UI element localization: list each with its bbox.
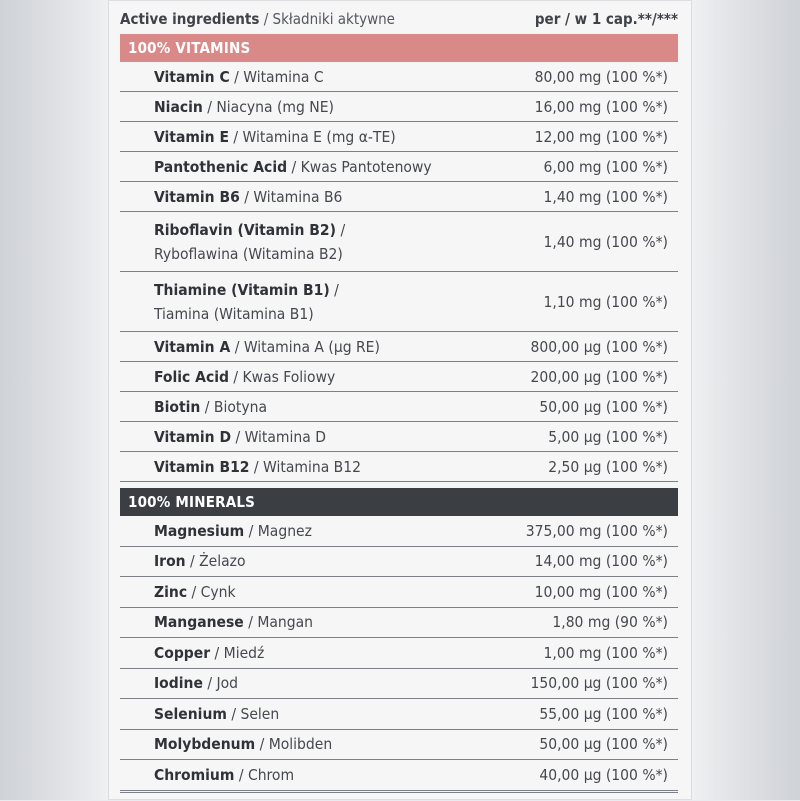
ingredient-name-pl: / Chrom bbox=[234, 765, 295, 784]
ingredient-name-en: Vitamin B6 bbox=[154, 187, 240, 206]
mineral-row bbox=[120, 699, 678, 730]
ingredient-amount: 1,40 mg (100 %*) bbox=[543, 232, 668, 251]
header-ingredients-en: Active ingredients bbox=[120, 10, 260, 28]
ingredient-name-en: Niacin bbox=[154, 97, 203, 116]
header-per-capsule: per / w 1 cap.**/*** bbox=[534, 10, 678, 28]
vitamin-row bbox=[120, 62, 678, 92]
ingredient-name bbox=[154, 671, 238, 695]
vitamin-row bbox=[120, 362, 678, 392]
header-ingredients-pl: / Składniki aktywne bbox=[259, 10, 395, 28]
ingredient-name bbox=[154, 519, 312, 543]
ingredient-name-pl: / Witamina B6 bbox=[239, 187, 343, 206]
ingredient-name-en: Vitamin E bbox=[154, 127, 229, 146]
mineral-row bbox=[120, 516, 678, 547]
ingredient-name bbox=[154, 125, 396, 149]
ingredient-name-en: Vitamin A bbox=[154, 337, 231, 356]
ingredient-amount: 5,00 μg (100 %*) bbox=[548, 427, 668, 446]
ingredient-amount: 10,00 mg (100 %*) bbox=[534, 582, 668, 601]
vitamin-row bbox=[120, 332, 678, 362]
ingredients-label-panel bbox=[108, 0, 692, 800]
ingredient-name-en: Iodine bbox=[154, 674, 203, 693]
ingredient-name-pl: / Witamina A (μg RE) bbox=[230, 337, 380, 356]
mineral-row bbox=[120, 669, 678, 700]
ingredient-name-en: Riboflavin (Vitamin B2) bbox=[154, 220, 337, 239]
mineral-row bbox=[120, 577, 678, 608]
ingredient-name-en: Pantothenic Acid bbox=[154, 157, 288, 176]
ingredient-name-pl: / Molibden bbox=[255, 735, 333, 754]
ingredient-name bbox=[154, 395, 267, 419]
ingredient-name bbox=[154, 278, 339, 326]
ingredient-name bbox=[154, 95, 334, 119]
ingredient-name bbox=[154, 65, 324, 89]
ingredient-name bbox=[154, 335, 380, 359]
vitamin-row bbox=[120, 272, 678, 332]
ingredient-name bbox=[154, 732, 332, 756]
ingredient-name bbox=[154, 610, 313, 634]
ingredient-name-en: Chromium bbox=[154, 765, 235, 784]
vitamin-row bbox=[120, 422, 678, 452]
ingredient-amount: 16,00 mg (100 %*) bbox=[534, 97, 668, 116]
ingredient-name-en: Iron bbox=[154, 552, 186, 571]
mineral-row bbox=[120, 638, 678, 669]
ingredient-amount: 800,00 μg (100 %*) bbox=[530, 337, 668, 356]
ingredient-amount: 40,00 μg (100 %*) bbox=[539, 765, 668, 784]
ingredient-name-pl: / Cynk bbox=[187, 582, 236, 601]
ingredient-name-pl-line2: Ryboflawina (Witamina B2) bbox=[154, 244, 343, 263]
ingredient-name-pl: / Witamina B12 bbox=[249, 457, 361, 476]
ingredient-name-en: Manganese bbox=[154, 613, 244, 632]
ingredient-amount: 55,00 μg (100 %*) bbox=[539, 704, 668, 723]
ingredient-name-en: Vitamin D bbox=[154, 427, 232, 446]
ingredient-amount: 50,00 μg (100 %*) bbox=[539, 397, 668, 416]
mineral-row bbox=[120, 547, 678, 578]
background-right bbox=[692, 0, 800, 800]
vitamin-row bbox=[120, 152, 678, 182]
ingredient-amount: 14,00 mg (100 %*) bbox=[534, 552, 668, 571]
minerals-section-title: 100% MINERALS bbox=[120, 488, 678, 516]
ingredient-name bbox=[154, 185, 342, 209]
ingredient-name-pl: / Mangan bbox=[243, 613, 313, 632]
ingredient-name-pl: / bbox=[329, 280, 339, 299]
ingredient-amount: 200,00 μg (100 %*) bbox=[530, 367, 668, 386]
ingredient-amount: 6,00 mg (100 %*) bbox=[543, 157, 668, 176]
ingredient-name-pl: / Miedź bbox=[210, 643, 265, 662]
ingredient-name bbox=[154, 425, 326, 449]
ingredient-name-en: Biotin bbox=[154, 397, 201, 416]
mineral-row bbox=[120, 760, 678, 791]
ingredient-name bbox=[154, 641, 264, 665]
ingredient-name-pl: / Niacyna (mg NE) bbox=[202, 97, 334, 116]
vitamins-table bbox=[120, 62, 678, 482]
mineral-row bbox=[120, 608, 678, 639]
ingredient-name-en: Molybdenum bbox=[154, 735, 256, 754]
ingredient-amount: 80,00 mg (100 %*) bbox=[534, 67, 668, 86]
ingredient-name-en: Selenium bbox=[154, 704, 227, 723]
ingredient-amount: 12,00 mg (100 %*) bbox=[534, 127, 668, 146]
ingredient-name-pl: / Biotyna bbox=[200, 397, 267, 416]
ingredient-amount: 1,10 mg (100 %*) bbox=[543, 292, 668, 311]
minerals-table bbox=[120, 516, 678, 791]
ingredient-name-en: Magnesium bbox=[154, 521, 245, 540]
ingredient-name-en: Copper bbox=[154, 643, 211, 662]
ingredient-name-en: Thiamine (Vitamin B1) bbox=[154, 280, 330, 299]
ingredient-amount: 150,00 μg (100 %*) bbox=[530, 674, 668, 693]
ingredient-name-pl-line2: Tiamina (Witamina B1) bbox=[154, 304, 314, 323]
ingredient-name-en: Folic Acid bbox=[154, 367, 229, 386]
vitamin-row bbox=[120, 452, 678, 482]
vitamin-row bbox=[120, 392, 678, 422]
vitamin-row bbox=[120, 122, 678, 152]
ingredient-name-en: Vitamin C bbox=[154, 67, 230, 86]
background-left bbox=[0, 0, 108, 800]
ingredient-name bbox=[154, 155, 432, 179]
mineral-row bbox=[120, 730, 678, 761]
ingredient-name-pl: / Witamina C bbox=[229, 67, 324, 86]
ingredient-name bbox=[154, 455, 361, 479]
ingredient-name-pl: / Żelazo bbox=[185, 552, 246, 571]
ingredient-amount: 1,00 mg (100 %*) bbox=[543, 643, 668, 662]
ingredient-amount: 50,00 μg (100 %*) bbox=[539, 735, 668, 754]
ingredient-name-pl: / Selen bbox=[226, 704, 280, 723]
vitamins-section-title: 100% VITAMINS bbox=[120, 34, 678, 62]
ingredient-name-pl: / Jod bbox=[202, 674, 238, 693]
ingredient-name-pl: / Witamina E (mg α-TE) bbox=[229, 127, 396, 146]
ingredient-name-pl: / Magnez bbox=[244, 521, 312, 540]
ingredient-name-en: Zinc bbox=[154, 582, 188, 601]
table-header bbox=[120, 6, 678, 32]
ingredient-amount: 2,50 μg (100 %*) bbox=[548, 457, 668, 476]
ingredient-name bbox=[154, 763, 294, 787]
ingredient-name-pl: / Witamina D bbox=[231, 427, 326, 446]
ingredient-name bbox=[154, 580, 236, 604]
ingredient-name bbox=[154, 218, 345, 266]
ingredient-name bbox=[154, 365, 335, 389]
ingredient-amount: 375,00 mg (100 %*) bbox=[525, 521, 668, 540]
vitamin-row bbox=[120, 212, 678, 272]
ingredient-name-en: Vitamin B12 bbox=[154, 457, 250, 476]
ingredient-name bbox=[154, 549, 246, 573]
ingredient-name-pl: / Kwas Pantotenowy bbox=[287, 157, 432, 176]
ingredient-name-pl: / Kwas Foliowy bbox=[228, 367, 336, 386]
ingredient-amount: 1,40 mg (100 %*) bbox=[543, 187, 668, 206]
vitamin-row bbox=[120, 92, 678, 122]
vitamin-row bbox=[120, 182, 678, 212]
ingredient-amount: 1,80 mg (90 %*) bbox=[552, 613, 668, 632]
ingredient-name bbox=[154, 702, 279, 726]
header-ingredients bbox=[120, 10, 395, 28]
ingredient-name-pl: / bbox=[336, 220, 346, 239]
